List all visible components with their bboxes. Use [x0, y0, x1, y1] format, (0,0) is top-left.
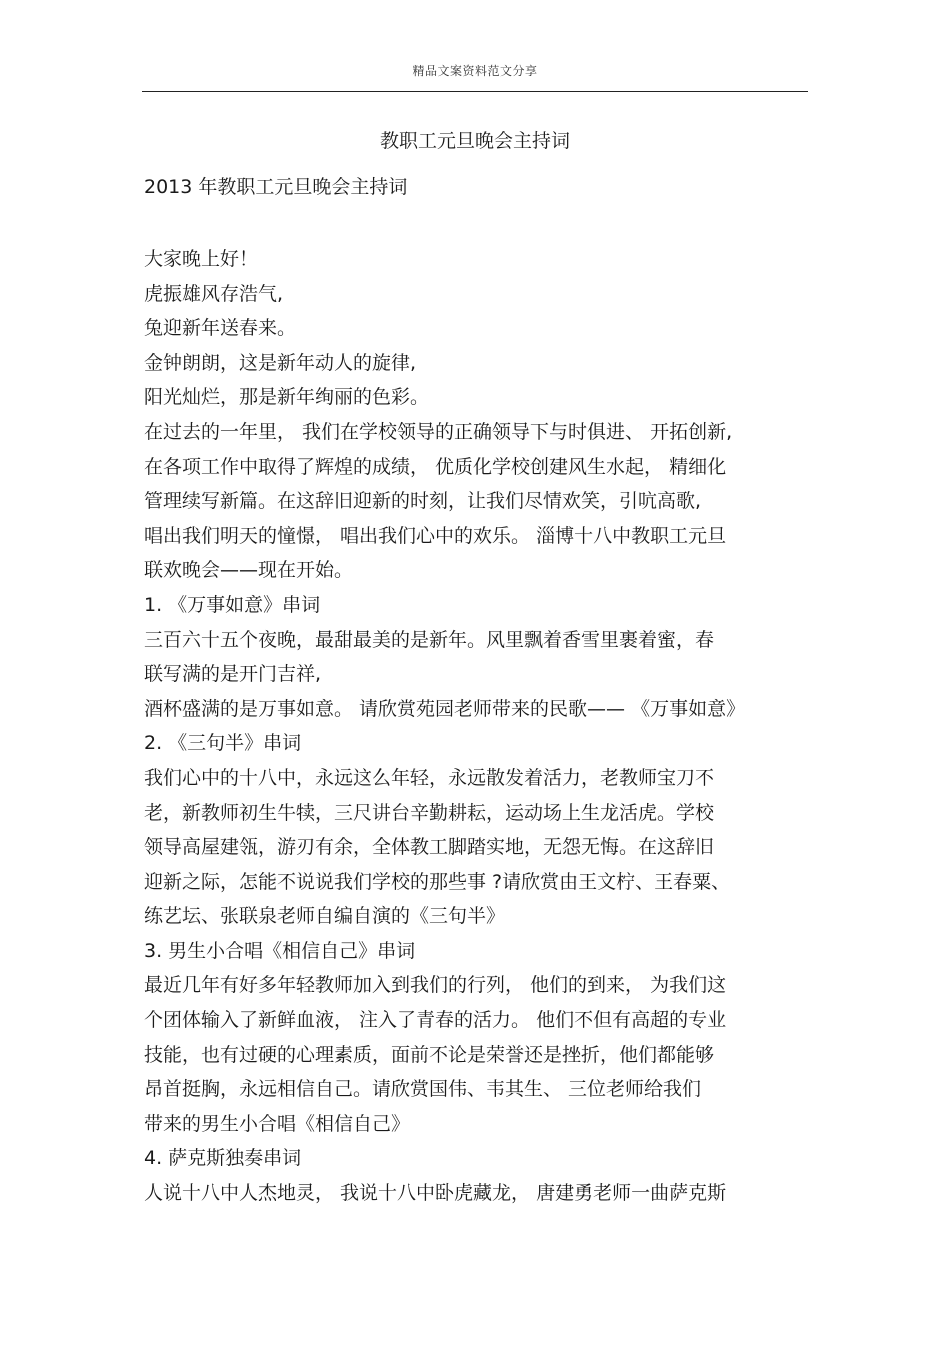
text-line: 虎振雄风存浩气, [144, 282, 284, 305]
text-line: 联写满的是开门吉祥, [144, 663, 322, 686]
section-heading: 3. 男生小合唱《相信自己》串词 [144, 939, 416, 962]
text-line: 管理续写新篇。在这辞旧迎新的时刻，让我们尽情欢笑，引吭高歌, [144, 490, 702, 513]
document-title: 教职工元旦晚会主持词 [379, 130, 570, 152]
text-line: 最近几年有好多年轻教师加入到我们的行列， 他们的到来， 为我们这 [144, 974, 727, 997]
section-heading: 2. 《三句半》串词 [144, 732, 302, 755]
section-heading: 1. 《万事如意》串词 [144, 593, 321, 616]
text-line: 人说十八中人杰地灵， 我说十八中卧虎藏龙， 唐建勇老师一曲萨克斯 [144, 1182, 727, 1205]
text-line: 领导高屋建瓴，游刃有余，全体教工脚踏实地，无怨无悔。在这辞旧 [144, 836, 715, 859]
document-subtitle: 2013 年教职工元旦晚会主持词 [144, 176, 408, 198]
text-line: 金钟朗朗，这是新年动人的旋律, [144, 351, 417, 374]
text-line: 联欢晚会——现在开始。 [144, 559, 354, 582]
text-line: 酒杯盛满的是万事如意。 请欣赏苑园老师带来的民歌—— 《万事如意》 [144, 697, 746, 720]
text-line: 技能，也有过硬的心理素质，面前不论是荣誉还是挫折，他们都能够 [144, 1043, 715, 1066]
text-line: 个团体输入了新鲜血液， 注入了青春的活力。 他们不但有高超的专业 [144, 1009, 727, 1032]
document-body [144, 242, 814, 1211]
text-line: 带来的男生小合唱《相信自己》 [144, 1112, 411, 1135]
text-line: 我们心中的十八中，永远这么年轻，永远散发着活力，老教师宝刀不 [144, 766, 715, 789]
header-divider [142, 91, 808, 92]
section-heading: 4. 萨克斯独奏串词 [144, 1147, 302, 1170]
text-line: 大家晚上好！ [144, 248, 259, 270]
running-header: 精品文案资料范文分享 [412, 64, 538, 78]
text-line: 迎新之际，怎能不说说我们学校的那些事 ?请欣赏由王文柠、王春粟、 [144, 870, 731, 893]
text-line: 唱出我们明天的憧憬， 唱出我们心中的欢乐。 淄博十八中教职工元旦 [144, 524, 727, 547]
text-line: 老，新教师初生牛犊，三尺讲台辛勤耕耘，运动场上生龙活虎。学校 [144, 801, 715, 824]
text-line: 兔迎新年送春来。 [144, 317, 297, 340]
text-line: 昂首挺胸，永远相信自己。请欣赏国伟、韦其生、 三位老师给我们 [144, 1078, 702, 1101]
text-line: 练艺坛、张联泉老师自编自演的《三句半》 [144, 905, 506, 928]
text-line: 阳光灿烂，那是新年绚丽的色彩。 [144, 386, 430, 409]
text-line: 在过去的一年里， 我们在学校领导的正确领导下与时俱进、 开拓创新, [144, 420, 733, 443]
text-line: 在各项工作中取得了辉煌的成绩， 优质化学校创建风生水起， 精细化 [144, 455, 727, 478]
text-line: 三百六十五个夜晚，最甜最美的是新年。风里飘着香雪里裹着蜜，春 [144, 628, 715, 651]
